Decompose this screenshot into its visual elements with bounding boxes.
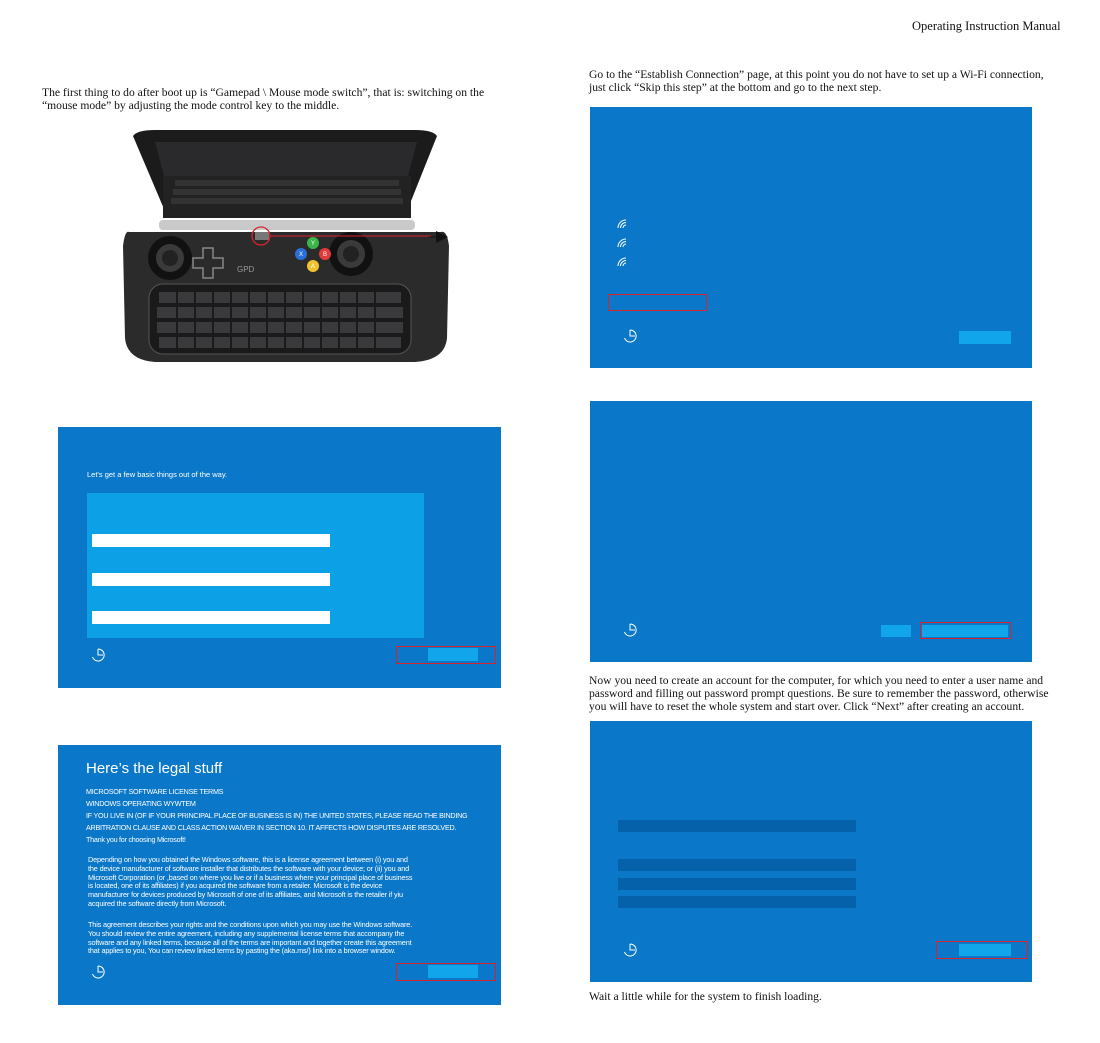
keyboard-layout-field[interactable] [92, 573, 330, 586]
wait-paragraph: Wait a little while for the system to finish loading. [589, 990, 822, 1003]
password-hint-field[interactable] [618, 896, 856, 908]
wifi-icon[interactable] [617, 238, 629, 248]
legal-paragraph-1: Depending on how you obtained the Windows software, this is a license agreement between (i) you and the device manufacturer of software installer that distributes the software with your device; or (ii) you and Microsoft Corporation (or ,based on where you live or if a business where your principal place of business is located, one of its affiliates) if you acquired the software from a retailer. Microsoft is the device manufacturer for devices produced by Microsoft of one of its affiliates, and Microsoft is the retailer if yiu acquired the software directly from Microsoft. [88, 855, 413, 908]
region-field[interactable] [92, 534, 330, 547]
confirm-password-field[interactable] [618, 878, 856, 890]
page-header-title: Operating Instruction Manual [912, 19, 1061, 33]
legal-line-1: MICROSOFT SOFTWARE LICENSE TERMS [86, 787, 224, 796]
ease-of-access-icon[interactable] [91, 965, 105, 979]
face-button-x: X [298, 252, 304, 258]
express-highlight [920, 622, 1011, 639]
ease-of-access-icon[interactable] [623, 623, 637, 637]
account-paragraph: Now you need to create an account for the computer, for which you need to enter a user name and password and filling out password prompt questions. Be sure to remember the password, otherwise you will have to reset the whole system and start over. Click “Next” after creating an account. [589, 674, 1049, 713]
gpd-logo: GPD [237, 265, 255, 274]
region-setup-screen [58, 427, 501, 688]
customize-button[interactable] [881, 625, 911, 637]
face-button-a: A [310, 264, 316, 270]
password-field[interactable] [618, 859, 856, 871]
settings-screen [590, 401, 1032, 662]
connection-paragraph: Go to the “Establish Connection” page, at this point you do not have to set up a Wi-Fi connection, just click “Skip this step” at the bottom and go to the next step. [589, 68, 1044, 94]
wifi-icon[interactable] [617, 257, 629, 267]
legal-line-3: IF YOU LIVE IN (OF IF YOUR PRINCIPAL PLACE OF BUSINESS IS IN) THE UNITED STATES, PLEASE READ THE BINDING [86, 811, 468, 820]
next-highlight [396, 646, 496, 664]
face-button-y: Y [310, 241, 316, 247]
legal-line-2: WINDOWS OPERATING WYWTEM [86, 799, 196, 808]
legal-screen [58, 745, 501, 1005]
wifi-icon[interactable] [617, 219, 629, 229]
region-screen-text: Let's get a few basic things out of the way. [87, 470, 228, 479]
accept-highlight [396, 963, 496, 981]
face-button-b: B [322, 252, 328, 258]
legal-paragraph-2: This agreement describes your rights and the conditions upon which you may use the Windows software. You should review the entire agreement, including any supplemental license terms that accompany the software and any linked terms, because all of the terms are important and together create this agreement that applies to you, You can review linked terms by pasting the (aka.ms/) link into a browser window. [88, 920, 413, 956]
arrow-icon [428, 229, 450, 245]
legal-title: Here’s the legal stuff [86, 760, 223, 777]
gpd-device-image [115, 128, 460, 368]
legal-line-5: Thank you for choosing Microsoft! [86, 835, 186, 844]
legal-line-4: ARBITRATION CLAUSE AND CLASS ACTION WAIVER IN SECTION 10. IT AFFECTS HOW DISPUTES ARE RESOLVED. [86, 823, 457, 832]
next-button[interactable] [959, 331, 1011, 344]
ease-of-access-icon[interactable] [91, 648, 105, 662]
skip-step-link[interactable] [608, 294, 707, 311]
account-screen [590, 721, 1032, 982]
ease-of-access-icon[interactable] [623, 329, 637, 343]
intro-paragraph: The first thing to do after boot up is “Gamepad \ Mouse mode switch”, that is: switching on the “mouse mode” by adjusting the mode control key to the middle. [42, 86, 485, 112]
ease-of-access-icon[interactable] [623, 943, 637, 957]
username-field[interactable] [618, 820, 856, 832]
timezone-field[interactable] [92, 611, 330, 624]
network-screen [590, 107, 1032, 368]
next-highlight [936, 941, 1028, 959]
